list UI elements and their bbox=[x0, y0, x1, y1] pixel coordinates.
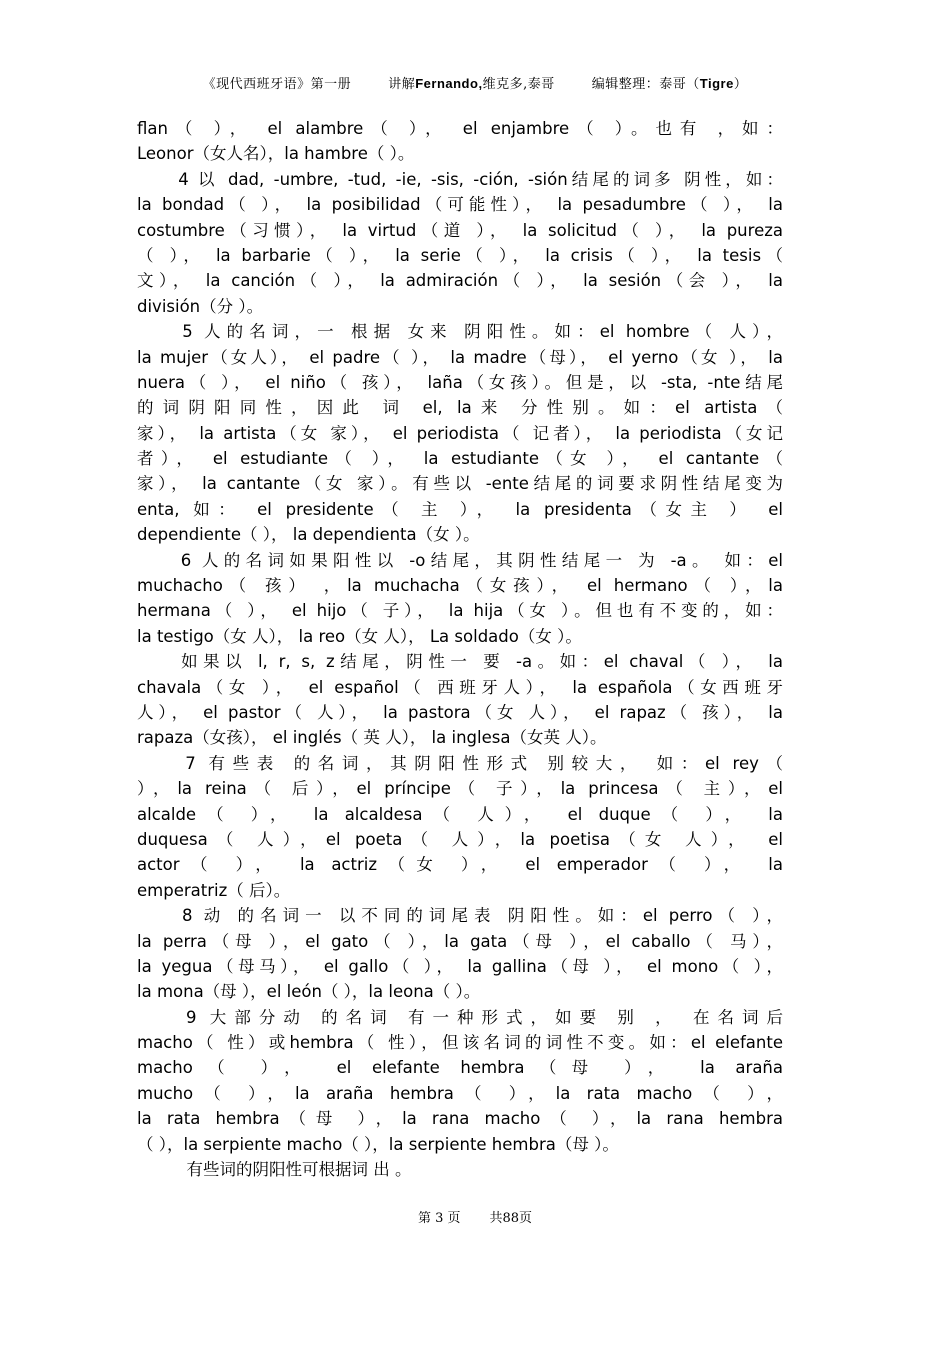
text-line: división（分 ）。 bbox=[137, 296, 264, 316]
text-line: 9 大部分动 的名词 有一种形式，如要 别 ， 在名词后 bbox=[137, 1007, 783, 1027]
text-line: alcalde（ ）， la alcaldesa（ 人）， el duque（ ）， la bbox=[137, 804, 783, 824]
text-line: 的词阴阳同性，因此 词 el, la来 分性别。如：el artista（ bbox=[137, 398, 783, 418]
text-line: 5 人的名词，一 根据 女来 阴阳性。如：el hombre（ 人）， bbox=[137, 322, 783, 342]
page-number: 第 3 页 bbox=[417, 1211, 461, 1226]
text-line: 家）， la artista（女 家）， el periodista（ 记者）， la periodista（女记 bbox=[137, 423, 783, 443]
text-line: chavala（女 ）， el español（ 西班牙人）， la española（女西班牙 bbox=[137, 677, 783, 697]
text-line: 文）， la canción（ ）， la admiración（ ）， la sesión（会 ）， la bbox=[137, 271, 783, 291]
text-line: ），la reina（ 后），el príncipe（ 子），la princesa（ 主），el bbox=[137, 779, 783, 799]
header-credits: 讲解Fernando,维克多,泰哥 bbox=[388, 76, 555, 92]
text-line: 如果以 l, r, s, z结尾，阴性一 要 -a。如：el chaval（ ）， la bbox=[137, 652, 783, 672]
document-body bbox=[137, 116, 783, 1182]
text-line: （ ），la serpiente macho（ ），la serpiente hembra（母 ）。 bbox=[137, 1134, 619, 1154]
text-line: 人）， el pastor（ 人）， la pastora（女 人）， el rapaz（ 孩）， la bbox=[137, 702, 783, 722]
text-line: la yegua（母马）， el gallo（ ）， la gallina（母 ）， el mono（ ）， bbox=[137, 956, 783, 976]
text-line: la perra（母 ），el gato（ ），la gata（母 ），el caballo（ 马）， bbox=[137, 931, 783, 951]
text-line: macho（ 性）或hembra（ 性），但该名词的词性不变。如：el elefante bbox=[137, 1033, 783, 1053]
text-line: mucho（ ），la araña hembra（ ），la rata macho（ ）， bbox=[137, 1083, 783, 1103]
text-line: la mona（母 ），el león（ ），la leona（ ）。 bbox=[137, 982, 481, 1002]
text-line: muchacho（ 孩） ，la muchacha（女孩）， el hermano（ ），la bbox=[137, 576, 783, 596]
text-line: 家）， la cantante（女 家）。有些以 -ente结尾的词要求阴性结尾变为 bbox=[137, 474, 783, 494]
text-line: enta, 如： el presidente（ 主 ）， la presidenta（女主 ） el bbox=[137, 499, 783, 519]
text-line: hermana（ ）， el hijo（ 子）， la hija（女 ）。但也有不变的，如： bbox=[137, 601, 783, 621]
text-line: la bondad（ ）， la posibilidad（可能性）， la pesadumbre（ ）， la bbox=[137, 195, 783, 215]
text-line: 者）， el estudiante（ ）， la estudiante（女 ）， el cantante（ bbox=[137, 449, 783, 469]
text-line: 6 人的名词如果阳性以 -o结尾，其阴性结尾一 为 -a。 如：el bbox=[137, 550, 783, 570]
text-line: 7 有些表 的名词，其阴阳性形式 别较大， 如：el rey（ bbox=[137, 753, 783, 773]
text-line: costumbre（习惯）， la virtud（道 ）， la solicitud（ ）， la pureza bbox=[137, 220, 783, 240]
text-line: duquesa（ 人），el poeta（ 人），la poetisa（女 人）， el bbox=[137, 829, 783, 849]
text-line: la rata hembra（母 ），la rana macho（ ），la rana hembra bbox=[137, 1109, 783, 1129]
text-line: macho（ ）， el elefante hembra（母 ）， la araña bbox=[137, 1058, 783, 1078]
text-line: emperatriz（ 后）。 bbox=[137, 880, 291, 900]
text-line: la testigo（女 人）， la reo（女 人）， La soldado（女 ）。 bbox=[137, 626, 582, 646]
page-header bbox=[0, 73, 950, 92]
text-line: Leonor（女人名），la hambre（ ）。 bbox=[137, 144, 415, 164]
page-footer bbox=[0, 1207, 950, 1226]
text-line: rapaza（女孩）， el inglés（ 英 人）， la inglesa（女英 人）。 bbox=[137, 728, 607, 748]
text-line: （ ）， la barbarie（ ）， la serie（ ）， la crisis（ ）， la tesis（ bbox=[137, 245, 783, 265]
text-line: flan（ ）， el alambre（ ）， el enjambre（ ）。也有 ，如： bbox=[137, 119, 783, 138]
text-line: la mujer（女人）， el padre（ ）， la madre（母）， el yerno（女 ）， la bbox=[137, 347, 783, 367]
text-line: 有些词的阴阳性可根据词 出 。 bbox=[137, 1160, 412, 1180]
text-line: actor（ ）， la actriz（女 ）， el emperador（ ）， la bbox=[137, 855, 783, 875]
header-editor: 编辑整理：泰哥（Tigre） bbox=[591, 76, 748, 92]
text-line: nuera（ ）， el niño（ 孩）， laña（女孩）。但是，以 -sta, -nte结尾 bbox=[137, 372, 783, 392]
page-total: 共88页 bbox=[489, 1211, 533, 1226]
header-book-title: 《现代西班牙语》第一册 bbox=[202, 77, 352, 92]
text-line: dependiente（ ）， la dependienta（女 ）。 bbox=[137, 525, 480, 545]
text-line: 4 以 dad, -umbre, -tud, -ie, -sis, -ción, -sión结尾的词多 阴性，如： bbox=[137, 169, 783, 189]
text-line: 8 动 的名词一 以不同的词尾表 阴阳性。如：el perro（ ）， bbox=[137, 906, 783, 926]
